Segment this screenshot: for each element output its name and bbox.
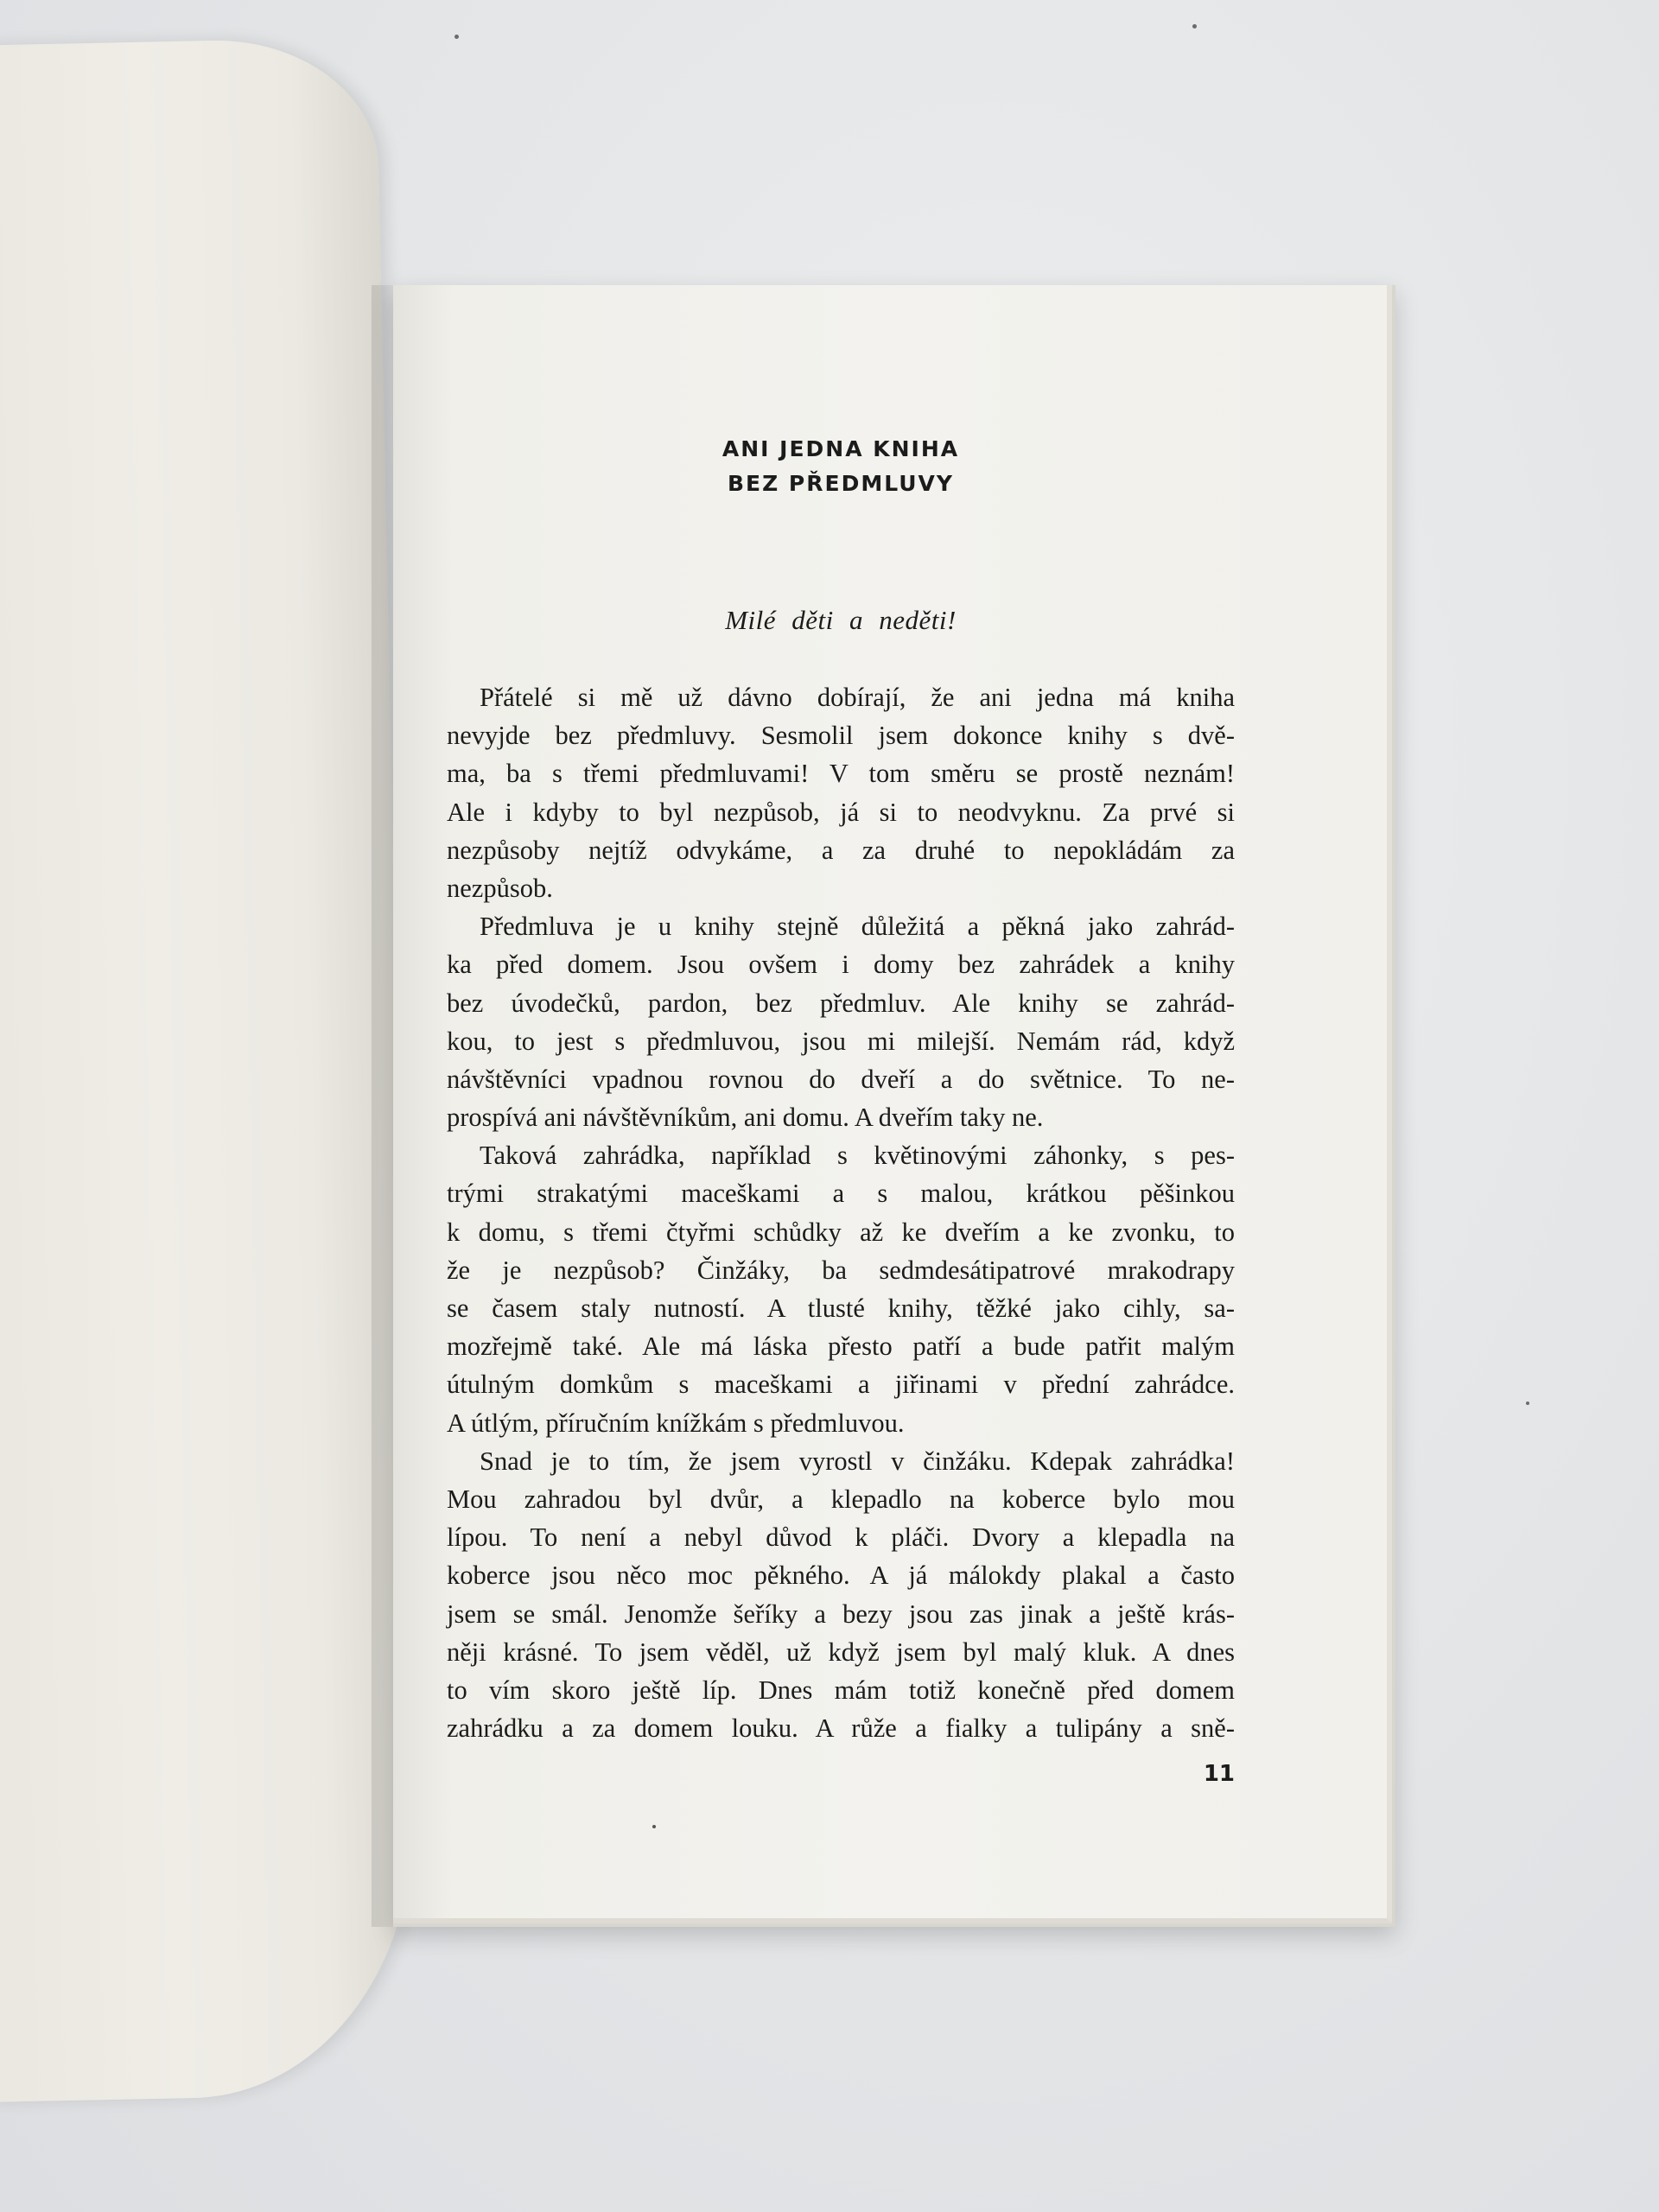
text-line: zahrádku a za domem louku. A růže a fialky a tulipány a sně- [447,1713,1235,1744]
body-text [447,678,1235,1747]
text-line: kou, to jest s předmluvou, jsou mi milejší. Nemám rád, když [447,1026,1235,1056]
text-line: bez úvodečků, pardon, bez předmluv. Ale knihy se zahrád- [447,988,1235,1018]
text-line: Přátelé si mě už dávno dobírají, že ani jedna má kniha [480,683,1235,712]
right-page [393,285,1392,1923]
text-line: to vím skoro ještě líp. Dnes mám totiž konečně před domem [447,1675,1235,1705]
text-line: koberce jsou něco moc pěkného. A já málokdy plakal a často [447,1560,1235,1591]
text-line: nezpůsoby nejtíž odvykáme, a za druhé to nepokládám za [447,835,1235,865]
text-line: Předmluva je u knihy stejně důležitá a pěkná jako zahrád- [480,912,1235,942]
text-line: ka před domem. Jsou ovšem i domy bez zahrádek a knihy [447,950,1235,980]
text-line: ma, ba s třemi předmluvami! V tom směru se prostě neznám! [447,759,1235,789]
dust-speck [454,35,459,39]
text-line: nevyjde bez předmluvy. Sesmolil jsem dokonce knihy s dvě- [447,721,1235,751]
text-line: něji krásné. To jsem věděl, už když jsem byl malý kluk. A dnes [447,1637,1235,1667]
page-number: 11 [1203,1761,1235,1787]
text-line: jsem se smál. Jenomže šeříky a bezy jsou zas jinak a ještě krás- [447,1599,1235,1629]
text-line: lípou. To není a nebyl důvod k pláči. Dvory a klepadla na [447,1522,1235,1553]
text-line: útulným domkům s maceškami a jiřinami v přední zahrádce. [447,1370,1235,1400]
text-line: prospívá ani návštěvníkům, ani domu. A dveřím taky ne. [447,1103,1044,1133]
left-page [0,37,419,2102]
text-line: mozřejmě také. Ale má láska přesto patří a bude patřit malým [447,1332,1235,1362]
text-line: Mou zahradou byl dvůr, a klepadlo na koberce bylo mou [447,1484,1235,1514]
chapter-title [447,432,1235,501]
text-line: Snad je to tím, že jsem vyrostl v činžáku. Kdepak zahrádka! [480,1446,1235,1476]
text-line: Ale i kdyby to byl nezpůsob, já si to neodvyknu. Za prvé si [447,797,1235,827]
ink-speck [652,1825,656,1828]
dust-speck [1526,1402,1529,1405]
text-line: se časem staly nutností. A tlusté knihy, těžké jako cihly, sa- [447,1294,1235,1323]
text-line: Taková zahrádka, například s květinovými záhonky, s pes- [480,1141,1235,1171]
text-line: nezpůsob. [447,873,553,903]
text-line: že je nezpůsob? Činžáky, ba sedmdesátipatrové mrakodrapy [447,1255,1235,1285]
text-line: návštěvníci vpadnou rovnou do dveří a do světnice. To ne- [447,1064,1235,1094]
text-line: k domu, s třemi čtyřmi schůdky až ke dveřím a ke zvonku, to [447,1217,1235,1247]
text-line: A útlým, příručním knížkám s předmluvou. [447,1408,905,1438]
dust-speck [1192,24,1197,29]
chapter-title-line: ANI JEDNA KNIHA [721,436,960,461]
chapter-title-line: BEZ PŘEDMLUVY [727,471,955,496]
text-line: trými strakatými maceškami a s malou, krátkou pěšinkou [447,1179,1235,1209]
salutation: Milé děti a neděti! [725,605,957,635]
